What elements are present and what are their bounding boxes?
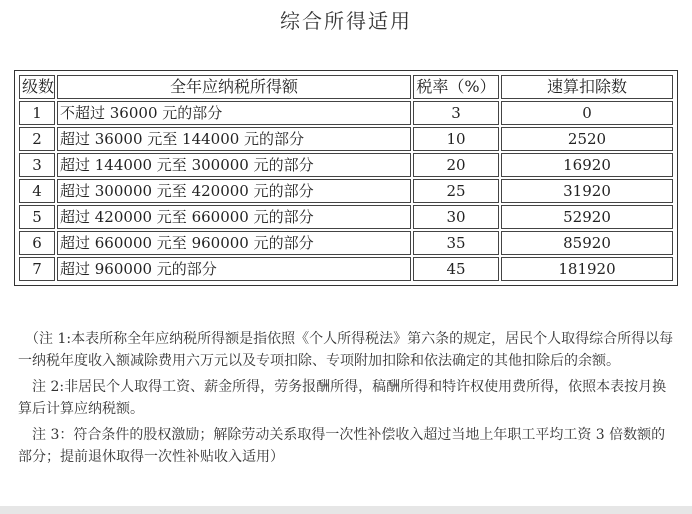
cell-rate: 45: [413, 257, 499, 281]
cell-rate: 3: [413, 101, 499, 125]
cell-deduction: 2520: [501, 127, 673, 151]
header-quick-deduction: 速算扣除数: [501, 75, 673, 99]
cell-rate: 25: [413, 179, 499, 203]
page-title: 综合所得适用: [280, 9, 412, 33]
header-income-range: 全年应纳税所得额: [57, 75, 411, 99]
tax-rate-table: [17, 73, 675, 283]
table-row: [19, 179, 673, 203]
note-2: 注 2:非居民个人取得工资、薪金所得，劳务报酬所得，稿酬所得和特许权使用费所得，依照本表按月换算后计算应纳税额。: [18, 379, 667, 417]
cell-range: 超过 36000 元至 144000 元的部分: [57, 127, 411, 151]
table-header-row: [19, 75, 673, 99]
cell-rate: 35: [413, 231, 499, 255]
cell-rate: 20: [413, 153, 499, 177]
cell-rate: 10: [413, 127, 499, 151]
cell-range: 超过 300000 元至 420000 元的部分: [57, 179, 411, 203]
cell-level: 1: [19, 101, 55, 125]
cell-level: 2: [19, 127, 55, 151]
cell-level: 6: [19, 231, 55, 255]
cell-deduction: 31920: [501, 179, 673, 203]
cell-deduction: 181920: [501, 257, 673, 281]
bottom-divider: [0, 506, 692, 514]
cell-range: 超过 960000 元的部分: [57, 257, 411, 281]
cell-deduction: 0: [501, 101, 673, 125]
header-tax-rate: 税率（%）: [413, 75, 499, 99]
note-1: （注 1:本表所称全年应纳税所得额是指依照《个人所得税法》第六条的规定，居民个人取得综合所得以每一纳税年度收入额减除费用六万元以及专项扣除、专项附加扣除和依法确定的其他扣除后的余额。: [18, 331, 674, 369]
notes-section: [18, 328, 678, 472]
table-row: [19, 153, 673, 177]
cell-range: 超过 420000 元至 660000 元的部分: [57, 205, 411, 229]
tax-rate-table-frame: [14, 70, 678, 286]
cell-level: 4: [19, 179, 55, 203]
cell-level: 7: [19, 257, 55, 281]
note-3: 注 3：符合条件的股权激励；解除劳动关系取得一次性补偿收入超过当地上年职工平均工资 3 倍数额的部分；提前退休取得一次性补贴收入适用）: [18, 427, 666, 465]
cell-deduction: 16920: [501, 153, 673, 177]
table-row: [19, 231, 673, 255]
cell-level: 3: [19, 153, 55, 177]
table-row: [19, 205, 673, 229]
table-row: [19, 101, 673, 125]
cell-deduction: 85920: [501, 231, 673, 255]
cell-range: 不超过 36000 元的部分: [57, 101, 411, 125]
cell-deduction: 52920: [501, 205, 673, 229]
header-level: 级数: [19, 75, 55, 99]
cell-level: 5: [19, 205, 55, 229]
cell-range: 超过 144000 元至 300000 元的部分: [57, 153, 411, 177]
cell-rate: 30: [413, 205, 499, 229]
table-row: [19, 257, 673, 281]
cell-range: 超过 660000 元至 960000 元的部分: [57, 231, 411, 255]
table-row: [19, 127, 673, 151]
